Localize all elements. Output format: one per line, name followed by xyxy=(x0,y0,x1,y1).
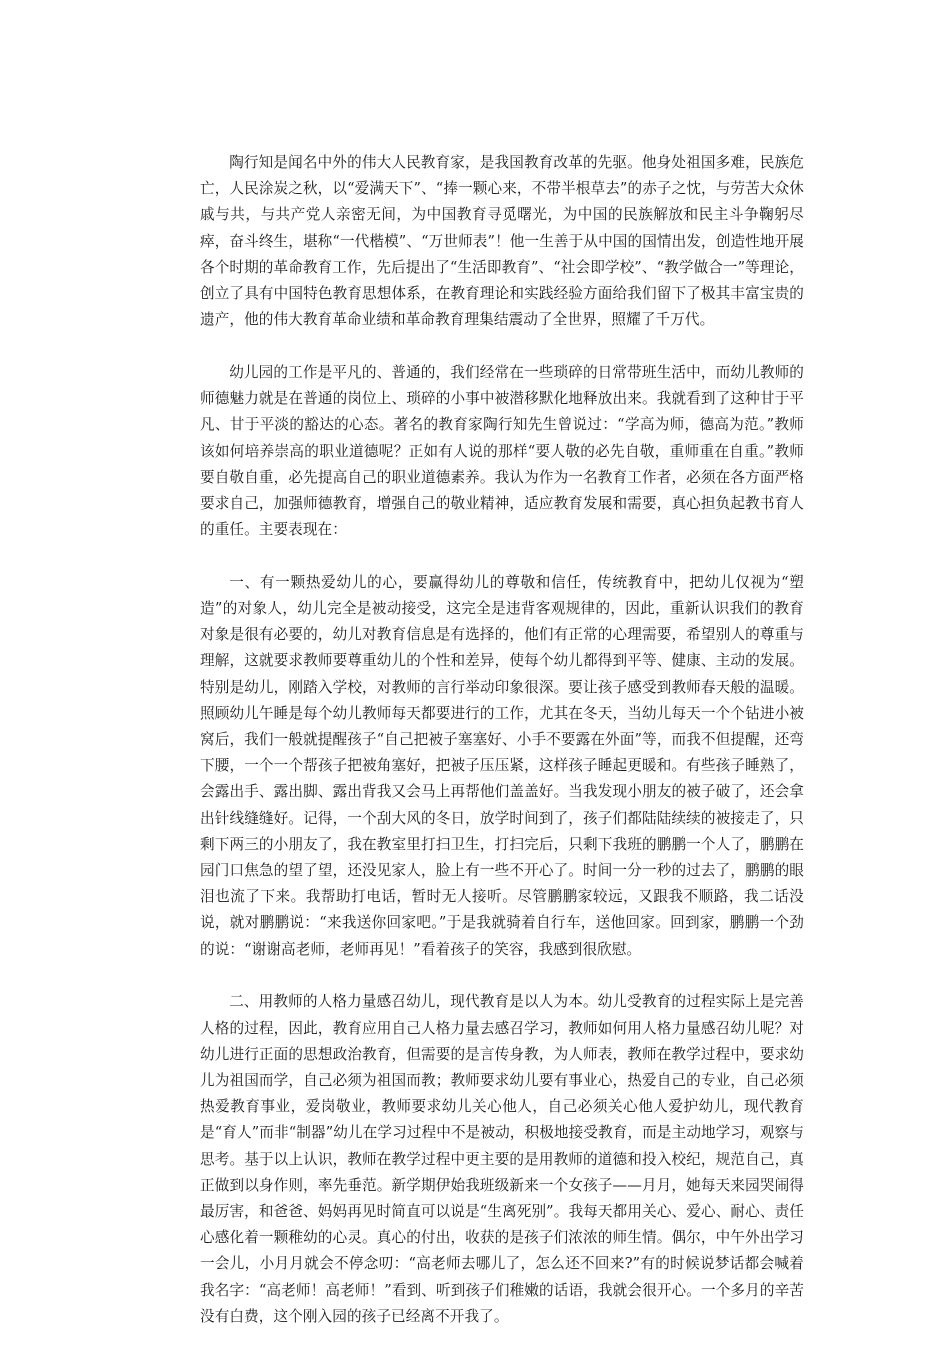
paragraph-point-two: 二、用教师的人格力量感召幼儿，现代教育是以人为本。幼儿受教育的过程实际上是完善人格的过程，因此，教育应用自己人格力量去感召学习，教师如何用人格力量感召幼儿呢？对幼儿进行正面的思想政治教育，但需要的是言传身教，为人师表，教师在教学过程中，要求幼儿为祖国而学，自己必须为祖国而教；教师要求幼儿要有事业心，热爱自己的专业，自己必须热爱教育事业，爱岗敬业，教师要求幼儿关心他人，自己必须关心他人爱护幼儿，现代教育是“育人”而非“制器”幼儿在学习过程中不是被动，积极地接受教育，而是主动地学习，观察与思考。基于以上认识，教师在教学过程中更主要的是用教师的道德和投入校纪，规范自己，真正做到以身作则，率先垂范。新学期伊始我班级新来一个女孩子——月月，她每天来园哭闹得最厉害，和爸爸、妈妈再见时简直可以说是“生离死别”。我每天都用关心、爱心、耐心、责任心感化着一颗稚幼的心灵。真心的付出，收获的是孩子们浓浓的师生情。偶尔，中午外出学习一会儿，小月月就会不停念叨：“高老师去哪儿了，怎么还不回来?”有的时候说梦话都会喊着我名字：“高老师！高老师！”看到、听到孩子们稚嫩的话语，我就会很开心。一个多月的辛苦没有白费，这个刚入园的孩子已经离不开我了。 xyxy=(200,993,804,1325)
document-body xyxy=(200,150,804,1357)
paragraph-kindergarten-work: 幼儿园的工作是平凡的、普通的，我们经常在一些琐碎的日常带班生活中，而幼儿教师的师德魅力就是在普通的岗位上、琐碎的小事中被潜移默化地释放出来。我就看到了这种甘于平凡、甘于平淡的豁达的心态。著名的教育家陶行知先生曾说过：“学高为师，德高为范。”教师该如何培养崇高的职业道德呢？正如有人说的那样“要人敬的必先自敬，重师重在自重。”教师要自敬自重，必先提高自己的职业道德素养。我认为作为一名教育工作者，必须在各方面严格要求自己，加强师德教育，增强自己的敬业精神，适应教育发展和需要，真心担负起教书育人的重任。主要表现在： xyxy=(200,363,804,539)
paragraph-intro-tao-xingzhi: 陶行知是闻名中外的伟大人民教育家，是我国教育改革的先驱。他身处祖国多难，民族危亡，人民涂炭之秋，以“爱满天下”、“捧一颗心来，不带半根草去”的赤子之忱，与劳苦大众休戚与共，与共产党人亲密无间，为中国教育寻觅曙光，为中国的民族解放和民主斗争鞠躬尽瘁，奋斗终生，堪称“一代楷模”、“万世师表”！他一生善于从中国的国情出发，创造性地开展各个时期的革命教育工作，先后提出了“生活即教育”、“社会即学校”、“教学做合一”等理论，创立了具有中国特色教育思想体系，在教育理论和实践经验方面给我们留下了极其丰富宝贵的遗产，他的伟大教育革命业绩和革命教育理集结震动了全世界，照耀了千万代。 xyxy=(200,154,804,329)
paragraph-point-one: 一、有一颗热爱幼儿的心，要赢得幼儿的尊敬和信任，传统教育中，把幼儿仅视为“塑造”的对象人，幼儿完全是被动接受，这完全是违背客观规律的，因此，重新认识我们的教育对象是很有必要的，幼儿对教育信息是有选择的，他们有正常的心理需要，希望别人的尊重与理解，这就要求教师要尊重幼儿的个性和差异，使每个幼儿都得到平等、健康、主动的发展。特别是幼儿，刚踏入学校，对教师的言行举动印象很深。要让孩子感受到教师春天般的温暖。照顾幼儿午睡是每个幼儿教师每天都要进行的工作，尤其在冬天，当幼儿每天一个个钻进小被窝后，我们一般就提醒孩子“自己把被子塞塞好、小手不要露在外面”等，而我不但提醒，还弯下腰，一个一个帮孩子把被角塞好，把被子压压紧，这样孩子睡起更暖和。有些孩子睡熟了，会露出手、露出脚、露出背我又会马上再帮他们盖盖好。当我发现小朋友的被子破了，还会拿出针线缝缝好。记得，一个刮大风的冬日，放学时间到了，孩子们都陆陆续续的被接走了，只剩下两三的小朋友了，我在教室里打扫卫生，打扫完后，只剩下我班的鹏鹏一个人了，鹏鹏在园门口焦急的望了望，还没见家人，脸上有一些不开心了。时间一分一秒的过去了，鹏鹏的眼泪也流了下来。我帮助打电话，暂时无人接听。尽管鹏鹏家较远，又跟我不顺路，我二话没说，就对鹏鹏说：“来我送你回家吧。”于是我就骑着自行车，送他回家。回到家，鹏鹏一个劲的说：“谢谢高老师，老师再见！”看着孩子的笑容，我感到很欣慰。 xyxy=(200,573,804,958)
